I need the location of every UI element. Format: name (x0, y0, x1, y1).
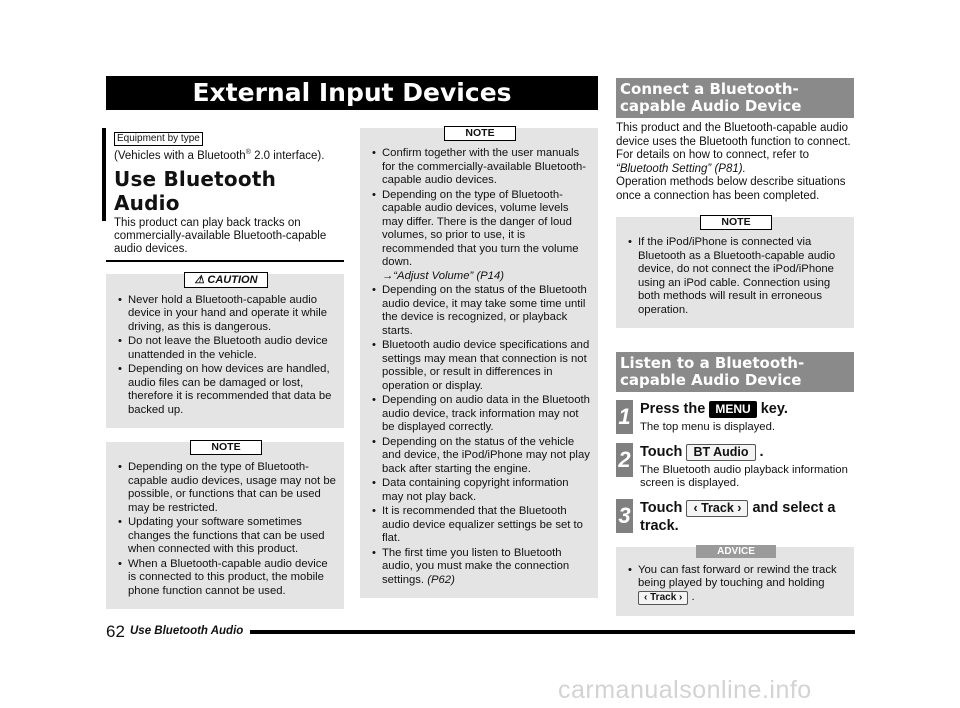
section-rule (106, 260, 344, 262)
step-1: 1 Press the MENU key. The top menu is displayed. (616, 400, 854, 435)
note-item: • Updating your software sometimes changes the functions that can be used when connected with this product. (116, 516, 336, 557)
note-panel-3 (616, 217, 854, 328)
note-panel-1 (106, 442, 344, 609)
advice-item: • You can fast forward or rewind the track being played by touching and holding ‹ Track › . (626, 564, 846, 605)
caution-item: • Never hold a Bluetooth-capable audio device in your hand and operate it while driving, as this is dangerous. (116, 294, 336, 335)
column-left (106, 128, 344, 609)
advice-label: ADVICE (696, 545, 776, 558)
column-right (616, 78, 854, 616)
note-label: NOTE (444, 126, 516, 141)
page-banner: External Input Devices (106, 76, 598, 110)
settings-ref: (P62) (427, 573, 455, 586)
vehicles-note: (Vehicles with a Bluetooth® 2.0 interface). (114, 149, 325, 162)
use-section-intro (106, 128, 344, 262)
section-marker (102, 128, 106, 221)
advice-panel (616, 547, 854, 616)
note-item: • Depending on the status of the vehicle and device, the iPod/iPhone may not play back after starting the engine. (370, 436, 590, 477)
note-item: • Confirm together with the user manuals for the commercially-available Bluetooth-capable audio devices. (370, 147, 590, 188)
step-number: 1 (616, 400, 633, 434)
chevron-left-icon: ‹ (693, 500, 698, 515)
step-2: 2 Touch BT Audio . The Bluetooth audio playback information screen is displayed. (616, 443, 854, 491)
note-item: • Depending on the status of the Bluetooth audio device, it may take some time until the device is recognized, or playback starts. (370, 284, 590, 338)
step-desc: The top menu is displayed. (640, 421, 776, 433)
connect-heading: Connect a Bluetooth-capable Audio Device (616, 78, 854, 118)
listen-heading: Listen to a Bluetooth-capable Audio Device (616, 352, 854, 392)
note-item: • Depending on the type of Bluetooth-capable audio devices, volume levels may differ. There is the danger of loud volumes, so prior to use, it is recommended that you turn the volume down. →“Adjust Volume” (P14) (370, 189, 590, 284)
page-number: 62 (106, 622, 125, 641)
connect-text: This product and the Bluetooth-capable audio device uses the Bluetooth function to connect. For details on how to connect, refer to “Bluetooth Setting” (P81). Operation methods below describe situations once a connection has been completed. (616, 122, 851, 202)
chevron-right-icon: › (679, 591, 683, 603)
warning-icon: ⚠ (194, 273, 205, 286)
note-item: • Data containing copyright information may not play back. (370, 477, 590, 504)
caution-label: ⚠ CAUTION (184, 272, 268, 288)
caution-panel (106, 274, 344, 429)
track-button-small: ‹ Track › (638, 591, 688, 605)
track-button: ‹ Track › (686, 500, 748, 517)
equipment-tag: Equipment by type (114, 132, 203, 146)
note-item: • It is recommended that the Bluetooth audio device equalizer settings be set to flat. (370, 505, 590, 546)
adjust-volume-ref: →“Adjust Volume” (P14) (382, 269, 505, 282)
chevron-left-icon: ‹ (644, 591, 648, 603)
step-number: 2 (616, 443, 633, 477)
note-item: • Bluetooth audio device specifications and settings may mean that connection is not possible, or result in differences in operation or display. (370, 339, 590, 393)
step-number: 3 (616, 499, 633, 533)
caution-item: • Depending on how devices are handled, audio files can be damaged or lost, therefore it is recommended that data be backed up. (116, 363, 336, 417)
footer-title: Use Bluetooth Audio (130, 625, 244, 637)
caution-item: • Do not leave the Bluetooth audio device unattended in the vehicle. (116, 335, 336, 362)
note-label: NOTE (190, 440, 262, 455)
section-title: Use Bluetooth Audio (114, 166, 277, 215)
chevron-right-icon: › (737, 500, 742, 515)
column-middle (360, 128, 598, 598)
step-3: 3 Touch ‹ Track › and select a track. (616, 499, 854, 535)
bluetooth-setting-ref: “Bluetooth Setting” (P81). (616, 162, 746, 175)
menu-key: MENU (709, 401, 756, 418)
note-item: • When a Bluetooth-capable audio device is connected to this product, the mobile phone function cannot be used. (116, 558, 336, 599)
watermark: carmanualsonline.info (558, 676, 812, 704)
bt-audio-button: BT Audio (686, 444, 755, 461)
note-item: • If the iPod/iPhone is connected via Bluetooth as a Bluetooth-capable audio device, do not connect the iPod/iPhone using an iPod cable. Connection using both methods will result in erroneous operation. (626, 236, 846, 317)
note-panel-2 (360, 128, 598, 598)
section-intro: This product can play back tracks on commercially-available Bluetooth-capable audio devices. (114, 216, 327, 255)
footer-rule (250, 630, 855, 634)
note-item: • Depending on the type of Bluetooth-capable audio devices, usage may not be possible, or functions that can be used may be restricted. (116, 461, 336, 515)
note-item: • The first time you listen to Bluetooth audio, you must make the connection settings. (P62) (370, 547, 590, 588)
note-item: • Depending on audio data in the Bluetooth audio device, track information may not be displayed correctly. (370, 394, 590, 435)
step-desc: The Bluetooth audio playback information screen is displayed. (640, 463, 848, 489)
note-label: NOTE (700, 215, 772, 230)
